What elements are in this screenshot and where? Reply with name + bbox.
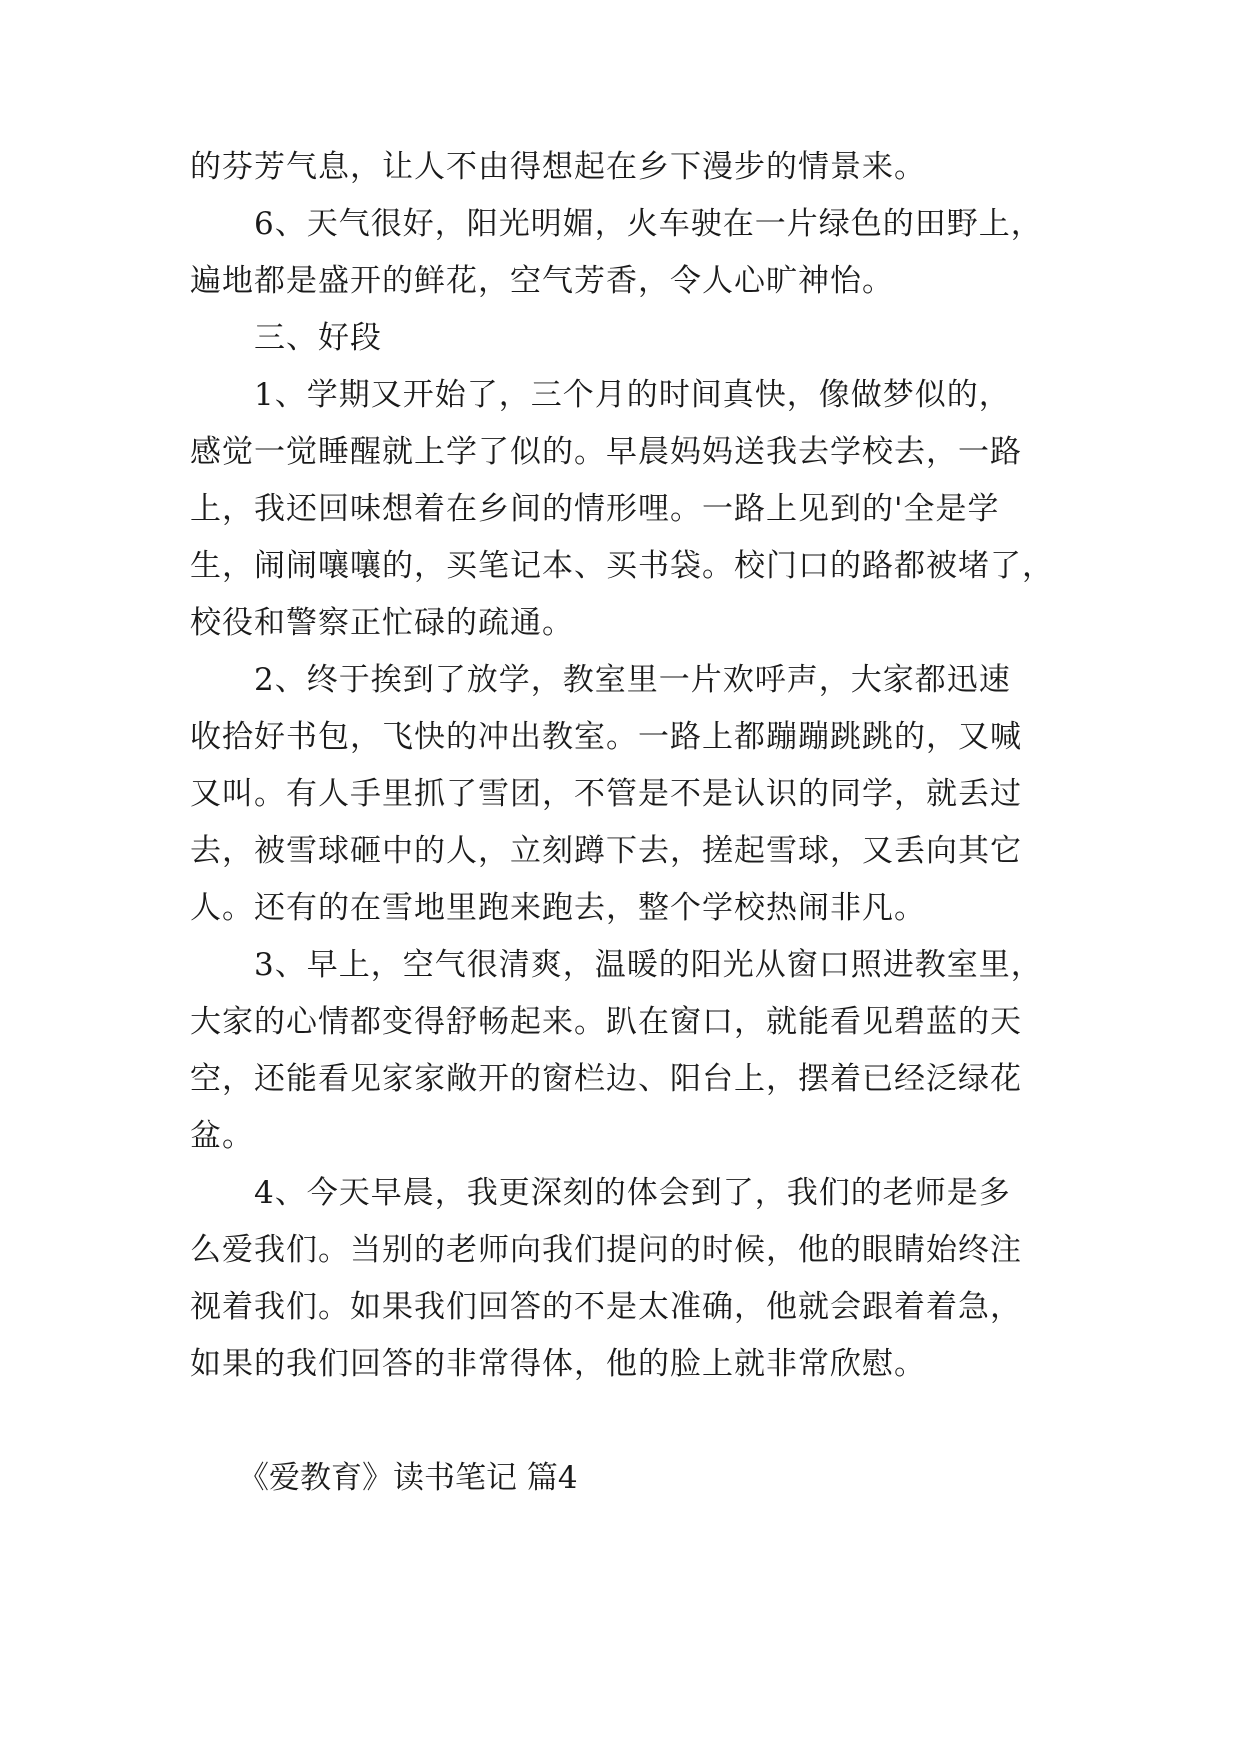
text-line: 校役和警察正忙碌的疏通。: [190, 605, 574, 641]
text-line: 4、今天早晨，我更深刻的体会到了，我们的老师是多: [254, 1175, 1011, 1211]
text-line: 又叫。有人手里抓了雪团，不管是不是认识的同学，就丢过: [190, 776, 1022, 812]
text-line: 如果的我们回答的非常得体，他的脸上就非常欣慰。: [190, 1346, 926, 1382]
text-line: 大家的心情都变得舒畅起来。趴在窗口，就能看见碧蓝的天: [190, 1004, 1022, 1040]
section-title: 《爱教育》读书笔记 篇4: [238, 1460, 578, 1496]
text-line: 1、学期又开始了，三个月的时间真快，像做梦似的，: [254, 377, 1011, 413]
text-line: 盆。: [190, 1118, 254, 1154]
text-line: 么爱我们。当别的老师向我们提问的时候，他的眼睛始终注: [190, 1232, 1022, 1268]
text-line: 人。还有的在雪地里跑来跑去，整个学校热闹非凡。: [190, 890, 926, 926]
text-line: 遍地都是盛开的鲜花，空气芳香，令人心旷神怡。: [190, 263, 894, 299]
text-line: 的芬芳气息，让人不由得想起在乡下漫步的情景来。: [190, 149, 926, 185]
text-line: 上，我还回味想着在乡间的情形哩。一路上见到的'全是学: [190, 491, 1000, 527]
text-line: 空，还能看见家家敞开的窗栏边、阳台上，摆着已经泛绿花: [190, 1061, 1022, 1097]
text-line: 视着我们。如果我们回答的不是太准确，他就会跟着着急，: [190, 1289, 1022, 1325]
text-line: 感觉一觉睡醒就上学了似的。早晨妈妈送我去学校去，一路: [190, 434, 1022, 470]
text-line: 生，闹闹嚷嚷的，买笔记本、买书袋。校门口的路都被堵了，: [190, 548, 1054, 584]
text-line: 2、终于挨到了放学，教室里一片欢呼声，大家都迅速: [254, 662, 1011, 698]
text-line: 6、天气很好，阳光明媚，火车驶在一片绿色的田野上，: [254, 206, 1043, 242]
text-line: 去，被雪球砸中的人，立刻蹲下去，搓起雪球，又丢向其它: [190, 833, 1022, 869]
text-line: 收拾好书包，飞快的冲出教室。一路上都蹦蹦跳跳的，又喊: [190, 719, 1022, 755]
text-line: 3、早上，空气很清爽，温暖的阳光从窗口照进教室里，: [254, 947, 1043, 983]
section-heading: 三、好段: [254, 320, 382, 356]
